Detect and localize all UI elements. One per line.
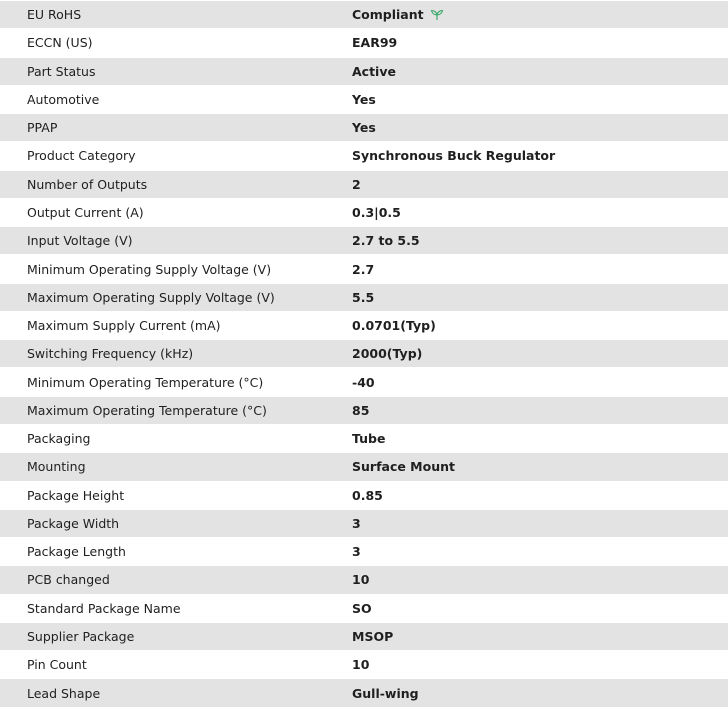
- row-value: MSOP: [352, 628, 394, 644]
- row-label: Input Voltage (V): [27, 233, 133, 249]
- row-value: 2000(Typ): [352, 346, 423, 362]
- row-value: Synchronous Buck Regulator: [352, 148, 556, 164]
- table-row: [0, 198, 728, 226]
- row-value: 10: [352, 657, 370, 673]
- table-row: [0, 170, 728, 198]
- row-label: Automotive: [27, 91, 100, 107]
- table-row: [0, 311, 728, 339]
- row-value: Yes: [352, 91, 376, 107]
- row-value: Active: [352, 63, 396, 79]
- row-value: 2.7 to 5.5: [352, 233, 420, 249]
- row-value: Tube: [352, 431, 386, 447]
- row-value: [352, 7, 728, 22]
- row-label: Pin Count: [27, 657, 87, 673]
- table-row: [0, 396, 728, 424]
- table-row: [0, 367, 728, 395]
- row-label: Maximum Operating Supply Voltage (V): [27, 289, 275, 305]
- row-label: Minimum Operating Temperature (°C): [27, 374, 264, 390]
- row-label: Product Category: [27, 148, 136, 164]
- row-label: EU RoHS: [27, 7, 82, 23]
- row-value: SO: [352, 600, 372, 616]
- row-label: Supplier Package: [27, 628, 135, 644]
- leaf-icon: [430, 9, 444, 21]
- table-row: [0, 509, 728, 537]
- table-row: [0, 254, 728, 282]
- table-row: [0, 0, 728, 28]
- row-value: 2.7: [352, 261, 375, 277]
- row-label: Lead Shape: [27, 685, 101, 701]
- table-row: [0, 226, 728, 254]
- row-value: Yes: [352, 120, 376, 136]
- row-value: Surface Mount: [352, 459, 455, 475]
- row-value: 0.85: [352, 487, 383, 503]
- row-label: Package Width: [27, 515, 120, 531]
- row-value: 0.3|0.5: [352, 204, 401, 220]
- row-value: 5.5: [352, 289, 375, 305]
- row-value: 2: [352, 176, 361, 192]
- table-row: [0, 481, 728, 509]
- row-value-text: Compliant: [352, 7, 424, 23]
- row-value: 3: [352, 515, 361, 531]
- row-label: Switching Frequency (kHz): [27, 346, 194, 362]
- row-value: -40: [352, 374, 375, 390]
- row-label: Number of Outputs: [27, 176, 148, 192]
- table-row: [0, 113, 728, 141]
- row-label: Package Height: [27, 487, 125, 503]
- row-label: Standard Package Name: [27, 600, 181, 616]
- table-row: [0, 594, 728, 622]
- table-row: [0, 452, 728, 480]
- table-row: [0, 57, 728, 85]
- row-value: 10: [352, 572, 370, 588]
- table-row: [0, 622, 728, 650]
- row-label: Part Status: [27, 63, 96, 79]
- table-row: [0, 28, 728, 56]
- table-row: [0, 424, 728, 452]
- table-row: [0, 650, 728, 678]
- row-label: Maximum Operating Temperature (°C): [27, 402, 267, 418]
- row-label: Minimum Operating Supply Voltage (V): [27, 261, 272, 277]
- row-value: EAR99: [352, 35, 398, 51]
- row-value: 85: [352, 402, 370, 418]
- table-row: [0, 85, 728, 113]
- row-label: PCB changed: [27, 572, 110, 588]
- table-row: [0, 283, 728, 311]
- table-row: [0, 565, 728, 593]
- row-label: Packaging: [27, 431, 91, 447]
- row-label: ECCN (US): [27, 35, 93, 51]
- table-row: [0, 537, 728, 565]
- row-value: Gull-wing: [352, 685, 419, 701]
- row-value: 0.0701(Typ): [352, 318, 436, 334]
- row-label: Mounting: [27, 459, 86, 475]
- row-label: Package Length: [27, 544, 126, 560]
- table-row: [0, 141, 728, 169]
- row-label: PPAP: [27, 120, 58, 136]
- table-row: [0, 339, 728, 367]
- row-value: 3: [352, 544, 361, 560]
- row-label: Maximum Supply Current (mA): [27, 318, 221, 334]
- table-row: [0, 678, 728, 706]
- row-label: Output Current (A): [27, 204, 144, 220]
